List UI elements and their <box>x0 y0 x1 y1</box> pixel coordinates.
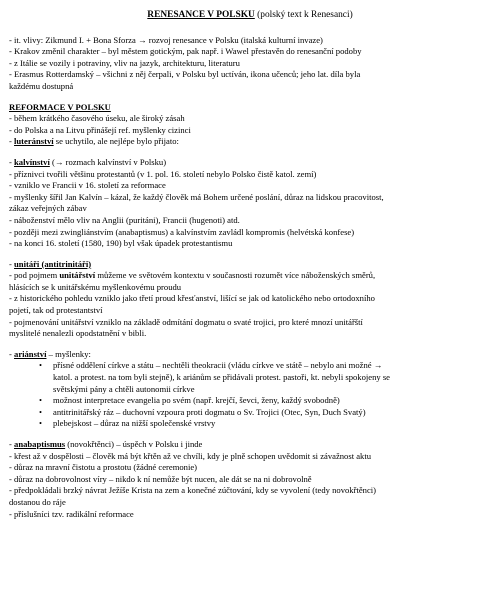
reformace-line: - do Polska a na Litvu přinášejí ref. myšlenky cizinci <box>9 124 191 135</box>
intro-section <box>9 35 491 93</box>
unitarstvi-term: unitářství <box>59 270 96 281</box>
kalvinstvi-section <box>9 157 491 250</box>
arianstvi-bullet <box>9 360 491 395</box>
bullet-text: světskými pány a chtěli autonomii církve <box>53 383 195 394</box>
unitari-line: hlásících se k unitářskému myšlenkovému proudu <box>9 281 182 292</box>
anabaptismus-line: - důraz na dobrovolnost víry – nikdo k ní nemůže být nucen, ale dát se na ni dobrovolně <box>9 473 312 484</box>
arianstvi-bullet <box>9 418 491 430</box>
unitari-line: myslitelé nenalezli opodstatnění v bibli. <box>9 328 147 339</box>
anabaptismus-term: anabaptismus <box>14 439 66 449</box>
unitari-line: - pojmenování unitářství vzniklo na základě odmítání dogmatu o svaté trojici, pro které mnozí unitářští <box>9 316 363 327</box>
intro-line: - Erasmus Rotterdamský – všichni z něj čerpali, v Polsku byl uctíván, ikona učenců; jeho lat. díla byla <box>9 69 361 80</box>
kalvinstvi-line: - náboženství mělo vliv na Anglii (puritáni), Francii (hugenoti) atd. <box>9 214 240 225</box>
luteranstvi-rest: se uchytilo, ale nejlépe bylo přijato: <box>53 136 179 147</box>
luteranstvi-term: luteránství <box>14 136 54 147</box>
unitari-line <box>9 270 491 282</box>
title-sub: (polský text k Renesanci) <box>254 10 353 20</box>
reformace-line-luteranstvi: - luteránství se uchytilo, ale nejlépe bylo přijato: <box>9 136 179 147</box>
anabaptismus-line: dostanou do ráje <box>9 496 66 507</box>
bullet-text: katol. a protest. na tom byli stejně), k ariánům se přidávali protest. pastoři, kt. nebyli spokojeny se <box>53 372 390 383</box>
kalvinstvi-line: zákaz veřejných zábav <box>9 203 87 214</box>
arianstvi-rest: – myšlenky: <box>46 348 91 359</box>
kalvinstvi-line: - později mezi zwingliánstvím (anabaptismus) a kalvínstvím zavládl kompromis (helvétská konfese) <box>9 226 355 237</box>
bullet-text: • plebejskost – důraz na nižší společenské vrstvy <box>53 418 216 429</box>
anabaptismus-line: - předpokládali brzký návrat Ježíše Krista na zem a konečné zúčtování, kdy se vyvolení (tedy novokřtěnci) <box>9 485 377 496</box>
arianstvi-term: ariánství <box>14 348 47 359</box>
kalvinstvi-line: - příznivci tvořili většinu protestantů (v 1. pol. 16. století nebylo Polsko čistě katol. zemí) <box>9 168 317 179</box>
unitari-line-start: - pod pojmem <box>9 270 60 281</box>
reformace-line: - během krátkého časového úseku, ale široký zásah <box>9 113 185 124</box>
anabaptismus-line: - důraz na mravní čistotu a prostotu (žádné ceremonie) <box>9 462 198 473</box>
document-title <box>9 10 491 22</box>
anabaptismus-rest: (novokřtěnci) – úspěch v Polsku i jinde <box>65 439 203 449</box>
anabaptismus-section <box>9 439 491 520</box>
anabaptismus-line: - křest až v dospělosti – člověk má být křtěn až ve chvíli, kdy je plně schopen uvědomit si závažnost aktu <box>9 450 372 461</box>
unitari-line: pojetí, tak od protestantství <box>9 305 103 316</box>
kalvinstvi-line: - vzniklo ve Francii v 16. století za reformace <box>9 180 166 191</box>
bullet-text: • antitrinitářský ráz – duchovní vzpoura proti dogmatu o Sv. Trojici (Otec, Syn, Duch Svatý) <box>53 406 366 417</box>
kalvinstvi-line: - na konci 16. století (1580, 190) byl však úpadek protestantismu <box>9 238 233 249</box>
reformace-heading: REFORMACE V POLSKU <box>9 101 111 112</box>
unitari-line: - z historického pohledu vzniklo jako třetí proud křesťanství, lišící se jak od katolického nebo ortodoxního <box>9 293 375 304</box>
anabaptismus-line: - příslušníci tzv. radikální reformace <box>9 508 134 519</box>
title-main: RENESANCE V POLSKU <box>147 10 255 20</box>
intro-line: - it. vlivy: Zikmund I. + Bona Sforza → rozvoj renesance v Polsku (italská kulturní invaze) <box>9 34 323 45</box>
kalvinstvi-heading: - kalvínství (→ rozmach kalvínství v Polsku) <box>9 156 167 167</box>
arianstvi-bullet <box>9 395 491 407</box>
kalvinstvi-term: kalvínství <box>14 156 50 167</box>
arianstvi-heading: - ariánství – myšlenky: <box>9 348 91 359</box>
bullet-text: • přísné oddělení církve a státu – nechtěli theokracii (vládu církve ve státě – nebylo ani možné → <box>53 360 383 371</box>
anabaptismus-heading: - anabaptismus (novokřtěnci) – úspěch v Polsku i jinde <box>9 439 203 449</box>
bullet-text: • možnost interpretace evangelia po svém (např. krejčí, ševci, ženy, každý svobodně) <box>53 395 340 406</box>
unitari-section <box>9 259 491 340</box>
arianstvi-bullet <box>9 407 491 419</box>
unitari-heading: - unitáři (antitrinitáři) <box>9 258 92 269</box>
kalvinstvi-rest: (→ rozmach kalvínství v Polsku) <box>49 156 167 167</box>
unitari-term: unitáři (antitrinitáři) <box>14 258 92 269</box>
unitari-line-end: můžeme ve světovém kontextu v současnosti rozumět více náboženských směrů, <box>95 270 376 281</box>
intro-line: - Krakov změnil charakter – byl městem gotickým, pak např. i Wawel přestavěn do renesanční podoby <box>9 46 362 57</box>
intro-line: - z Itálie se vozily i potraviny, vliv na jazyk, architekturu, literaturu <box>9 57 240 68</box>
kalvinstvi-line: - myšlenky šířil Jan Kalvín – kázal, že každý člověk má Bohem určené poslání, důraz na lidskou pracovitost, <box>9 191 384 202</box>
intro-line: každému dostupná <box>9 80 74 91</box>
reformace-section <box>9 102 491 148</box>
arianstvi-section <box>9 349 491 430</box>
